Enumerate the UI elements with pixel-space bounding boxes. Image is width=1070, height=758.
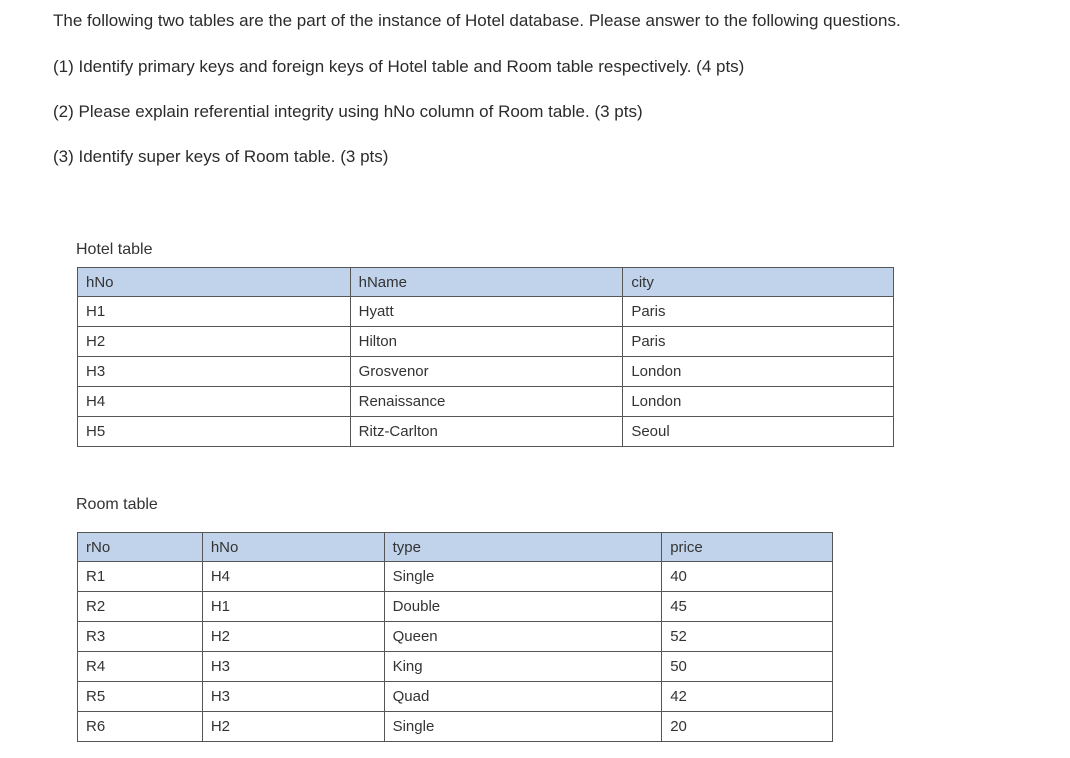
- hotel-cell: Renaissance: [350, 387, 623, 417]
- room-cell: 45: [662, 592, 833, 622]
- hotel-cell: London: [623, 357, 894, 387]
- room-cell: 20: [662, 712, 833, 742]
- room-cell: Double: [384, 592, 662, 622]
- table-row: [78, 387, 894, 417]
- table-row: [78, 357, 894, 387]
- room-cell: Queen: [384, 622, 662, 652]
- hotel-cell: Grosvenor: [350, 357, 623, 387]
- room-cell: R4: [78, 652, 203, 682]
- hotel-cell: H1: [78, 297, 351, 327]
- room-table-caption: Room table: [76, 496, 158, 513]
- hotel-header-cell: hNo: [78, 268, 351, 297]
- room-cell: Quad: [384, 682, 662, 712]
- room-header-cell: rNo: [78, 533, 203, 562]
- hotel-cell: Hilton: [350, 327, 623, 357]
- hotel-table-caption: Hotel table: [76, 241, 153, 258]
- room-cell: R5: [78, 682, 203, 712]
- table-row: [78, 297, 894, 327]
- room-header-cell: price: [662, 533, 833, 562]
- table-row: [78, 562, 833, 592]
- room-cell: Single: [384, 562, 662, 592]
- room-header-cell: type: [384, 533, 662, 562]
- hotel-cell: Paris: [623, 297, 894, 327]
- room-cell: R2: [78, 592, 203, 622]
- table-row: [78, 417, 894, 447]
- room-header-cell: hNo: [202, 533, 384, 562]
- room-table-header-row: [78, 533, 833, 562]
- table-row: [78, 622, 833, 652]
- hotel-cell: H2: [78, 327, 351, 357]
- hotel-table-header-row: [78, 268, 894, 297]
- room-cell: H2: [202, 712, 384, 742]
- intro-text: The following two tables are the part of the instance of Hotel database. Please answer to the following questions.: [53, 11, 901, 30]
- hotel-cell: H5: [78, 417, 351, 447]
- room-cell: King: [384, 652, 662, 682]
- room-cell: H2: [202, 622, 384, 652]
- hotel-cell: London: [623, 387, 894, 417]
- room-cell: H1: [202, 592, 384, 622]
- room-cell: H3: [202, 682, 384, 712]
- room-cell: R3: [78, 622, 203, 652]
- room-cell: 50: [662, 652, 833, 682]
- room-table: [77, 532, 833, 742]
- hotel-table: [77, 267, 894, 447]
- room-cell: Single: [384, 712, 662, 742]
- table-row: [78, 652, 833, 682]
- hotel-cell: Ritz-Carlton: [350, 417, 623, 447]
- hotel-cell: Paris: [623, 327, 894, 357]
- table-row: [78, 327, 894, 357]
- hotel-cell: H4: [78, 387, 351, 417]
- question-3: (3) Identify super keys of Room table. (3 pts): [53, 147, 389, 166]
- room-cell: H3: [202, 652, 384, 682]
- hotel-header-cell: hName: [350, 268, 623, 297]
- hotel-cell: Hyatt: [350, 297, 623, 327]
- room-cell: R6: [78, 712, 203, 742]
- room-cell: R1: [78, 562, 203, 592]
- question-1: (1) Identify primary keys and foreign keys of Hotel table and Room table respectively. (4 pts): [53, 57, 745, 76]
- question-2: (2) Please explain referential integrity using hNo column of Room table. (3 pts): [53, 102, 643, 121]
- room-cell: 40: [662, 562, 833, 592]
- table-row: [78, 712, 833, 742]
- hotel-cell: H3: [78, 357, 351, 387]
- room-cell: H4: [202, 562, 384, 592]
- hotel-cell: Seoul: [623, 417, 894, 447]
- room-cell: 42: [662, 682, 833, 712]
- hotel-header-cell: city: [623, 268, 894, 297]
- table-row: [78, 592, 833, 622]
- room-cell: 52: [662, 622, 833, 652]
- table-row: [78, 682, 833, 712]
